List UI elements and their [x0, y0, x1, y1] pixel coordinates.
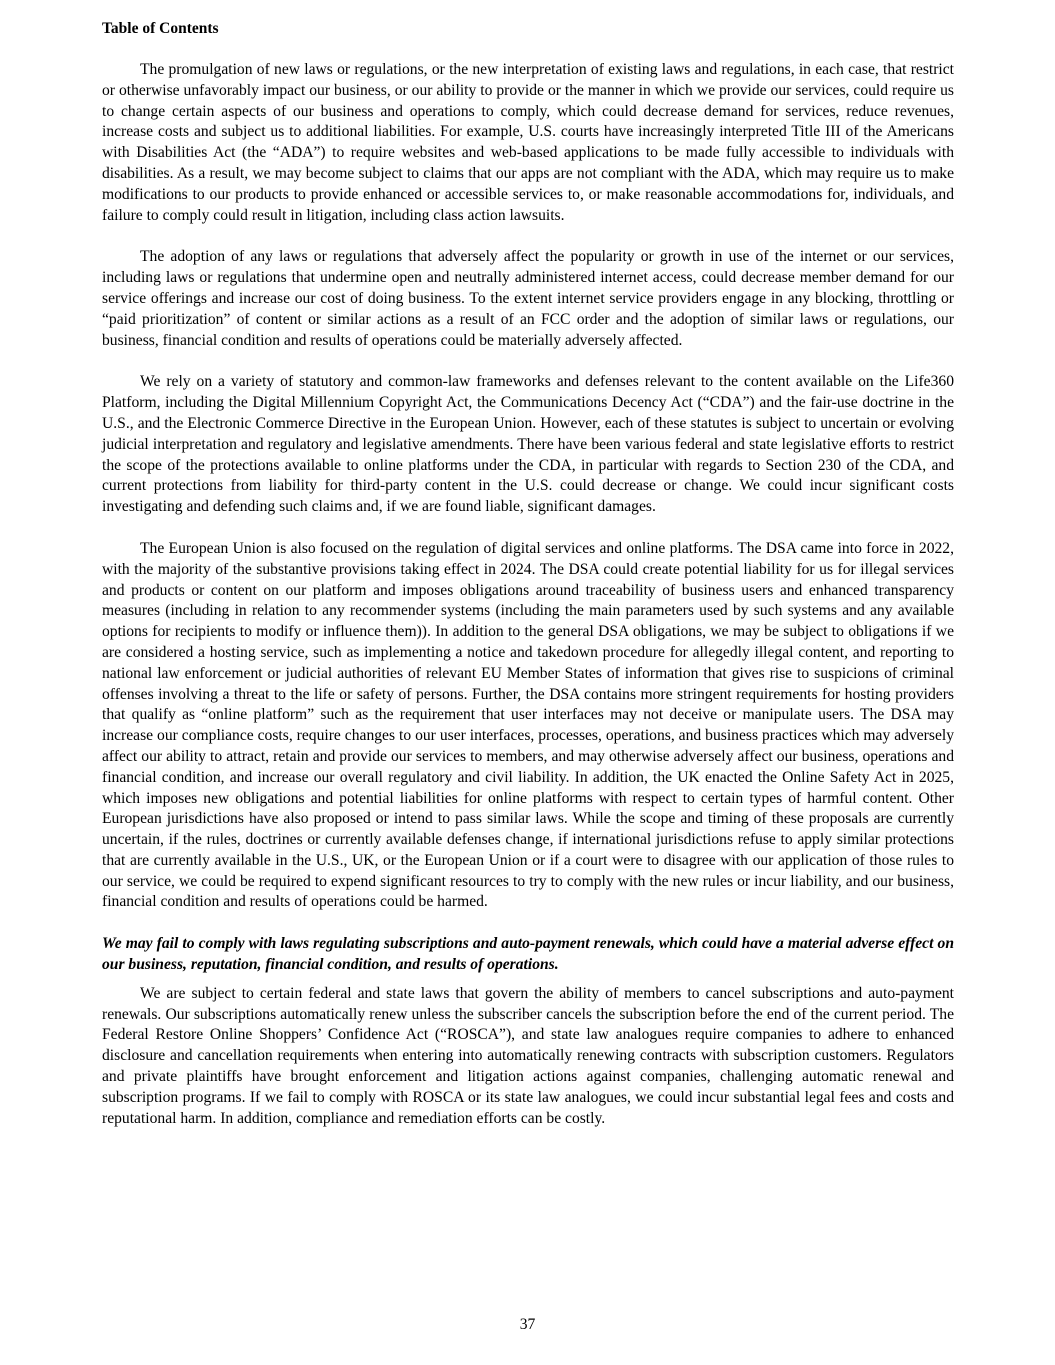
- risk-factor-heading: We may fail to comply with laws regulating subscriptions and auto-payment renewals, which could have a material adverse effect on our business, reputation, financial condition, and results of operations.: [102, 935, 954, 974]
- paragraph-internet-laws: The adoption of any laws or regulations that adversely affect the popularity or growth in use of the internet or our services, including laws or regulations that undermine open and neutrally administered internet access, could decrease member demand for our service offerings and increase our cost of doing business. To the extent internet service providers engage in any blocking, throttling or “paid prioritization” of content or similar actions as a result of an FCC order and the adoption of similar laws or regulations, our business, financial condition and results of operations could be materially adversely affected.: [102, 248, 954, 349]
- page-number: 37: [519, 1316, 536, 1333]
- paragraph-new-laws: The promulgation of new laws or regulations, or the new interpretation of existing laws and regulations, in each case, that restrict or otherwise unfavorably impact our business, or our ability to provide or the manner in which we provide our services, could require us to change certain aspects of our business and operations to comply, which could decrease demand for services, reduce revenues, increase costs and subject us to additional liabilities. For example, U.S. courts have increasingly interpreted Title III of the Americans with Disabilities Act (the “ADA”) to require websites and web-based applications to be made fully accessible to individuals with disabilities. As a result, we may become subject to claims that our apps are not compliant with the ADA, which may require us to make modifications to our products to provide enhanced or accessible services to, or make reasonable accommodations for, individuals, and failure to comply could result in litigation, including class action lawsuits.: [102, 61, 954, 224]
- paragraph-eu-dsa: The European Union is also focused on the regulation of digital services and online platforms. The DSA came into force in 2022, with the majority of the substantive provisions taking effect in 2024. The DSA could create potential liability for us for illegal services and products or content on our platform and imposes obligations around traceability of business users and enhanced transparency measures (including in relation to any recommender systems (including the main parameters used by such systems and any available options for recipients to modify or influence them)). In addition to the general DSA obligations, we may be subject to obligations if we are considered a hosting service, such as implementing a notice and takedown procedure for allegedly illegal content, and reporting to national law enforcement or judicial authorities of relevant EU Member States of information that gives rise to suspicions of criminal offenses involving a threat to the life or safety of persons. Further, the DSA contains more stringent requirements for hosting providers that qualify as “online platform” such as the requirement that user interfaces may not deceive or manipulate users. The DSA may increase our compliance costs, require changes to our user interfaces, processes, operations, and business practices which may adversely affect our ability to attract, retain and provide our services to members, and may otherwise adversely affect our business, operations and financial condition, and increase our overall regulatory and civil liability. In addition, the UK enacted the Online Safety Act in 2025, which imposes new obligations and potential liabilities for online platforms with respect to certain types of harmful content. Other European jurisdictions have also proposed or intend to pass similar laws. While the scope and timing of these proposals are currently uncertain, if the rules, doctrines or currently available defenses change, if international jurisdictions refuse to apply similar protections that are currently available in the U.S., UK, or the European Union or if a court were to disagree with our application of those rules to our service, we could be required to expend significant resources to try to comply with the new rules or incur liability, and our business, financial condition and results of operations could be harmed.: [102, 539, 954, 911]
- paragraph-legal-frameworks: We rely on a variety of statutory and common-law frameworks and defenses relevant to the content available on the Life360 Platform, including the Digital Millennium Copyright Act, the Communications Decency Act (“CDA”) and the fair-use doctrine in the U.S., and the Electronic Commerce Directive in the European Union. However, each of these statutes is subject to uncertain or evolving judicial interpretation and regulatory and legislative amendments. There have been various federal and state legislative efforts to restrict the scope of the protections available to online platforms under the CDA, in particular with regards to Section 230 of the CDA, and current protections from liability for third-party content in the U.S. could decrease or change. We could incur significant costs investigating and defending such claims and, if we are found liable, significant damages.: [102, 373, 954, 516]
- table-of-contents-link[interactable]: Table of Contents: [102, 20, 219, 37]
- document-page: [102, 18, 954, 1150]
- paragraph-subscriptions: We are subject to certain federal and state laws that govern the ability of members to cancel subscriptions and auto-payment renewals. Our subscriptions automatically renew unless the subscriber cancels the subscription before the end of the current period. The Federal Restore Online Shoppers’ Confidence Act (“ROSCA”), and state law analogues require companies to adhere to enhanced disclosure and cancellation requirements when entering into automatically renewing contracts with subscription customers. Regulators and private plaintiffs have brought enforcement and litigation actions against companies, challenging automatic renewal and subscription programs. If we fail to comply with ROSCA or its state law analogues, we could incur substantial legal fees and costs and reputational harm. In addition, compliance and remediation efforts can be costly.: [102, 984, 954, 1127]
